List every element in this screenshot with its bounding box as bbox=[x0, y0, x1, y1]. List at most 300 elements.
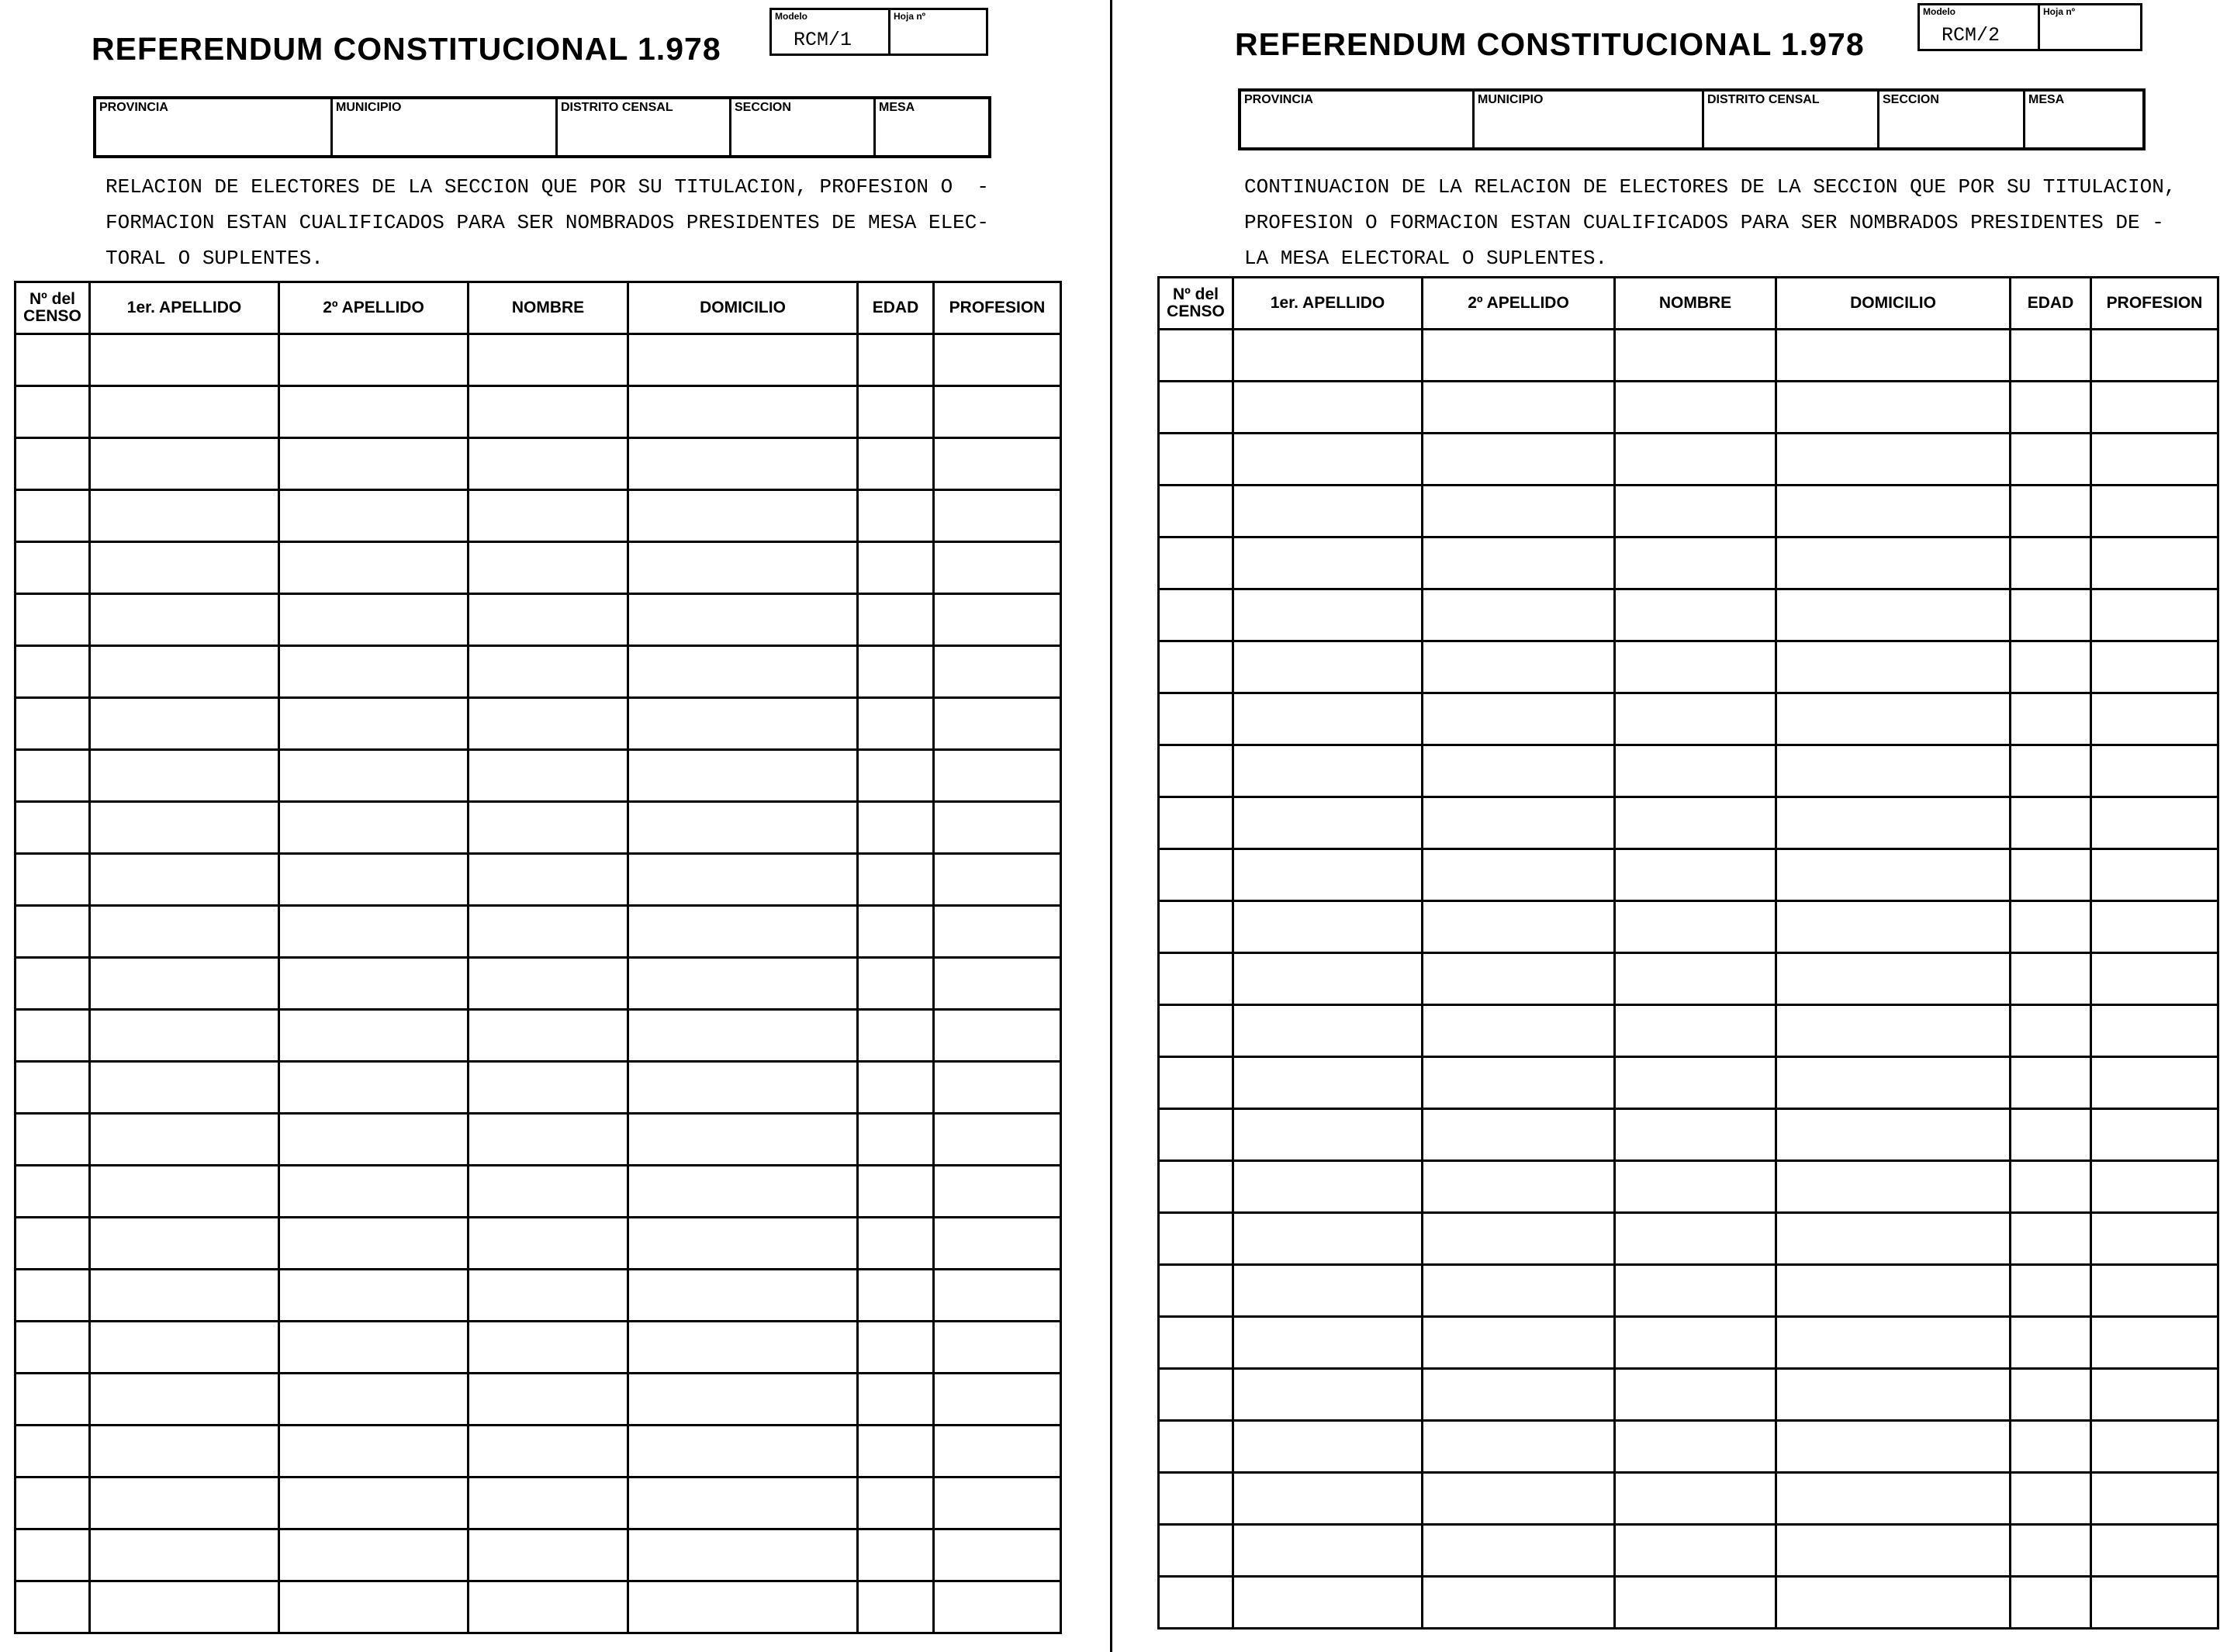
table-cell[interactable] bbox=[279, 386, 469, 438]
table-cell[interactable] bbox=[1233, 1005, 1423, 1057]
table-cell[interactable] bbox=[858, 1062, 934, 1114]
table-cell[interactable] bbox=[934, 542, 1061, 594]
table-cell[interactable] bbox=[628, 1218, 858, 1270]
table-cell[interactable] bbox=[1159, 901, 1233, 953]
table-cell[interactable] bbox=[1615, 382, 1776, 434]
table-cell[interactable] bbox=[2011, 1421, 2091, 1473]
table-cell[interactable] bbox=[1423, 901, 1615, 953]
table-cell[interactable] bbox=[469, 490, 628, 542]
table-cell[interactable] bbox=[16, 906, 90, 958]
table-cell[interactable] bbox=[2011, 1005, 2091, 1057]
table-cell[interactable] bbox=[858, 958, 934, 1010]
table-cell[interactable] bbox=[1423, 330, 1615, 382]
table-cell[interactable] bbox=[279, 1062, 469, 1114]
table-cell[interactable] bbox=[1159, 486, 1233, 537]
table-cell[interactable] bbox=[2011, 434, 2091, 486]
table-cell[interactable] bbox=[934, 1166, 1061, 1218]
table-cell[interactable] bbox=[1233, 1421, 1423, 1473]
table-cell[interactable] bbox=[858, 906, 934, 958]
table-cell[interactable] bbox=[1776, 693, 2011, 745]
table-cell[interactable] bbox=[628, 490, 858, 542]
table-cell[interactable] bbox=[469, 438, 628, 490]
table-cell[interactable] bbox=[1423, 589, 1615, 641]
table-cell[interactable] bbox=[2011, 1109, 2091, 1161]
table-cell[interactable] bbox=[469, 906, 628, 958]
table-cell[interactable] bbox=[1423, 641, 1615, 693]
table-cell[interactable] bbox=[628, 1322, 858, 1374]
table-cell[interactable] bbox=[469, 1581, 628, 1633]
table-cell[interactable] bbox=[1423, 953, 1615, 1005]
table-cell[interactable] bbox=[16, 750, 90, 802]
table-cell[interactable] bbox=[469, 1270, 628, 1322]
table-cell[interactable] bbox=[1233, 1369, 1423, 1421]
table-cell[interactable] bbox=[2091, 1473, 2218, 1525]
table-cell[interactable] bbox=[1615, 589, 1776, 641]
table-cell[interactable] bbox=[2011, 953, 2091, 1005]
seccion-field[interactable] bbox=[1877, 92, 2023, 147]
table-cell[interactable] bbox=[2011, 1317, 2091, 1369]
table-cell[interactable] bbox=[934, 750, 1061, 802]
table-cell[interactable] bbox=[628, 906, 858, 958]
table-cell[interactable] bbox=[2091, 1161, 2218, 1213]
table-cell[interactable] bbox=[1159, 953, 1233, 1005]
table-cell[interactable] bbox=[2011, 693, 2091, 745]
table-cell[interactable] bbox=[2091, 1369, 2218, 1421]
table-cell[interactable] bbox=[1776, 1525, 2011, 1577]
table-cell[interactable] bbox=[279, 1426, 469, 1477]
table-cell[interactable] bbox=[469, 750, 628, 802]
table-cell[interactable] bbox=[1159, 589, 1233, 641]
table-cell[interactable] bbox=[1233, 953, 1423, 1005]
table-cell[interactable] bbox=[1159, 1213, 1233, 1265]
table-cell[interactable] bbox=[1615, 434, 1776, 486]
table-cell[interactable] bbox=[16, 1477, 90, 1529]
table-cell[interactable] bbox=[1776, 1577, 2011, 1629]
table-cell[interactable] bbox=[1233, 1317, 1423, 1369]
table-cell[interactable] bbox=[1423, 1161, 1615, 1213]
table-cell[interactable] bbox=[1159, 1317, 1233, 1369]
table-cell[interactable] bbox=[279, 1270, 469, 1322]
table-cell[interactable] bbox=[90, 1426, 279, 1477]
table-cell[interactable] bbox=[1159, 1161, 1233, 1213]
table-cell[interactable] bbox=[1423, 1525, 1615, 1577]
table-cell[interactable] bbox=[2091, 1005, 2218, 1057]
table-cell[interactable] bbox=[628, 1426, 858, 1477]
table-cell[interactable] bbox=[1615, 745, 1776, 797]
table-cell[interactable] bbox=[2011, 537, 2091, 589]
table-cell[interactable] bbox=[1159, 382, 1233, 434]
table-cell[interactable] bbox=[858, 438, 934, 490]
table-cell[interactable] bbox=[858, 750, 934, 802]
table-cell[interactable] bbox=[1615, 1421, 1776, 1473]
table-cell[interactable] bbox=[628, 646, 858, 698]
table-cell[interactable] bbox=[1615, 901, 1776, 953]
table-cell[interactable] bbox=[934, 1529, 1061, 1581]
table-cell[interactable] bbox=[90, 1166, 279, 1218]
table-cell[interactable] bbox=[279, 1581, 469, 1633]
table-cell[interactable] bbox=[279, 334, 469, 386]
table-cell[interactable] bbox=[16, 1270, 90, 1322]
table-cell[interactable] bbox=[469, 646, 628, 698]
municipio-field[interactable] bbox=[330, 99, 555, 155]
table-cell[interactable] bbox=[2011, 1265, 2091, 1317]
table-cell[interactable] bbox=[934, 854, 1061, 906]
table-cell[interactable] bbox=[16, 1374, 90, 1426]
table-cell[interactable] bbox=[1423, 1317, 1615, 1369]
table-cell[interactable] bbox=[90, 1477, 279, 1529]
table-cell[interactable] bbox=[934, 1218, 1061, 1270]
provincia-field[interactable] bbox=[96, 99, 330, 155]
table-cell[interactable] bbox=[2011, 382, 2091, 434]
table-cell[interactable] bbox=[934, 386, 1061, 438]
table-cell[interactable] bbox=[469, 1218, 628, 1270]
table-cell[interactable] bbox=[858, 1218, 934, 1270]
table-cell[interactable] bbox=[1615, 1577, 1776, 1629]
table-cell[interactable] bbox=[1776, 745, 2011, 797]
table-cell[interactable] bbox=[1159, 641, 1233, 693]
hoja-cell[interactable] bbox=[2038, 5, 2140, 49]
table-cell[interactable] bbox=[1423, 1213, 1615, 1265]
table-cell[interactable] bbox=[90, 1322, 279, 1374]
table-cell[interactable] bbox=[934, 906, 1061, 958]
table-cell[interactable] bbox=[469, 854, 628, 906]
table-cell[interactable] bbox=[628, 386, 858, 438]
table-cell[interactable] bbox=[90, 1581, 279, 1633]
table-cell[interactable] bbox=[279, 1322, 469, 1374]
table-cell[interactable] bbox=[1423, 1577, 1615, 1629]
table-cell[interactable] bbox=[858, 594, 934, 646]
table-cell[interactable] bbox=[90, 854, 279, 906]
table-cell[interactable] bbox=[16, 1010, 90, 1062]
table-cell[interactable] bbox=[934, 490, 1061, 542]
table-cell[interactable] bbox=[858, 1270, 934, 1322]
table-cell[interactable] bbox=[1233, 434, 1423, 486]
table-cell[interactable] bbox=[1776, 1109, 2011, 1161]
table-cell[interactable] bbox=[858, 854, 934, 906]
table-cell[interactable] bbox=[279, 1529, 469, 1581]
table-cell[interactable] bbox=[2091, 330, 2218, 382]
table-cell[interactable] bbox=[1159, 1369, 1233, 1421]
table-cell[interactable] bbox=[1423, 1473, 1615, 1525]
table-cell[interactable] bbox=[1615, 1265, 1776, 1317]
table-cell[interactable] bbox=[1615, 953, 1776, 1005]
table-cell[interactable] bbox=[1615, 1317, 1776, 1369]
table-cell[interactable] bbox=[628, 1374, 858, 1426]
table-cell[interactable] bbox=[1159, 330, 1233, 382]
table-cell[interactable] bbox=[16, 958, 90, 1010]
table-cell[interactable] bbox=[1776, 849, 2011, 901]
table-cell[interactable] bbox=[469, 1477, 628, 1529]
table-cell[interactable] bbox=[90, 1529, 279, 1581]
table-cell[interactable] bbox=[469, 542, 628, 594]
table-cell[interactable] bbox=[1423, 1421, 1615, 1473]
table-cell[interactable] bbox=[1776, 1317, 2011, 1369]
table-cell[interactable] bbox=[1615, 1109, 1776, 1161]
table-cell[interactable] bbox=[469, 1166, 628, 1218]
table-cell[interactable] bbox=[1423, 486, 1615, 537]
table-cell[interactable] bbox=[628, 542, 858, 594]
table-cell[interactable] bbox=[2011, 1213, 2091, 1265]
table-cell[interactable] bbox=[469, 1374, 628, 1426]
table-cell[interactable] bbox=[628, 594, 858, 646]
table-cell[interactable] bbox=[934, 698, 1061, 750]
table-cell[interactable] bbox=[16, 1062, 90, 1114]
table-cell[interactable] bbox=[628, 1010, 858, 1062]
table-cell[interactable] bbox=[1159, 693, 1233, 745]
table-cell[interactable] bbox=[1159, 1265, 1233, 1317]
table-cell[interactable] bbox=[1233, 589, 1423, 641]
table-cell[interactable] bbox=[469, 1062, 628, 1114]
table-cell[interactable] bbox=[90, 594, 279, 646]
table-cell[interactable] bbox=[1233, 1473, 1423, 1525]
table-cell[interactable] bbox=[1776, 953, 2011, 1005]
table-cell[interactable] bbox=[1776, 901, 2011, 953]
table-cell[interactable] bbox=[858, 1322, 934, 1374]
table-cell[interactable] bbox=[934, 1581, 1061, 1633]
table-cell[interactable] bbox=[90, 1374, 279, 1426]
table-cell[interactable] bbox=[90, 906, 279, 958]
table-cell[interactable] bbox=[16, 698, 90, 750]
table-cell[interactable] bbox=[469, 334, 628, 386]
table-cell[interactable] bbox=[1615, 537, 1776, 589]
table-cell[interactable] bbox=[279, 906, 469, 958]
table-cell[interactable] bbox=[1776, 434, 2011, 486]
table-cell[interactable] bbox=[1615, 641, 1776, 693]
table-cell[interactable] bbox=[1159, 797, 1233, 849]
table-cell[interactable] bbox=[90, 1114, 279, 1166]
table-cell[interactable] bbox=[90, 646, 279, 698]
table-cell[interactable] bbox=[16, 1529, 90, 1581]
table-cell[interactable] bbox=[16, 490, 90, 542]
table-cell[interactable] bbox=[858, 1529, 934, 1581]
table-cell[interactable] bbox=[2091, 901, 2218, 953]
table-cell[interactable] bbox=[279, 854, 469, 906]
table-cell[interactable] bbox=[934, 1477, 1061, 1529]
table-cell[interactable] bbox=[279, 1218, 469, 1270]
table-cell[interactable] bbox=[1159, 1421, 1233, 1473]
table-cell[interactable] bbox=[858, 386, 934, 438]
table-cell[interactable] bbox=[858, 490, 934, 542]
table-cell[interactable] bbox=[2091, 1317, 2218, 1369]
table-cell[interactable] bbox=[2011, 1525, 2091, 1577]
table-cell[interactable] bbox=[1233, 901, 1423, 953]
table-cell[interactable] bbox=[90, 1218, 279, 1270]
table-cell[interactable] bbox=[1159, 745, 1233, 797]
table-cell[interactable] bbox=[628, 1062, 858, 1114]
table-cell[interactable] bbox=[1615, 797, 1776, 849]
table-cell[interactable] bbox=[469, 1529, 628, 1581]
table-cell[interactable] bbox=[1615, 1161, 1776, 1213]
table-cell[interactable] bbox=[628, 1581, 858, 1633]
table-cell[interactable] bbox=[1423, 849, 1615, 901]
table-cell[interactable] bbox=[469, 1010, 628, 1062]
table-cell[interactable] bbox=[90, 490, 279, 542]
table-cell[interactable] bbox=[1615, 330, 1776, 382]
table-cell[interactable] bbox=[279, 1114, 469, 1166]
table-cell[interactable] bbox=[1615, 486, 1776, 537]
table-cell[interactable] bbox=[934, 1426, 1061, 1477]
table-cell[interactable] bbox=[16, 1581, 90, 1633]
table-cell[interactable] bbox=[16, 594, 90, 646]
table-cell[interactable] bbox=[628, 958, 858, 1010]
table-cell[interactable] bbox=[934, 1062, 1061, 1114]
table-cell[interactable] bbox=[16, 386, 90, 438]
table-cell[interactable] bbox=[279, 1374, 469, 1426]
table-cell[interactable] bbox=[16, 1218, 90, 1270]
table-cell[interactable] bbox=[858, 1581, 934, 1633]
table-cell[interactable] bbox=[16, 854, 90, 906]
table-cell[interactable] bbox=[2011, 745, 2091, 797]
table-cell[interactable] bbox=[90, 1062, 279, 1114]
table-cell[interactable] bbox=[628, 1529, 858, 1581]
table-cell[interactable] bbox=[858, 1166, 934, 1218]
table-cell[interactable] bbox=[2011, 849, 2091, 901]
table-cell[interactable] bbox=[1159, 849, 1233, 901]
table-cell[interactable] bbox=[2011, 641, 2091, 693]
table-cell[interactable] bbox=[1423, 537, 1615, 589]
table-cell[interactable] bbox=[279, 646, 469, 698]
table-cell[interactable] bbox=[628, 802, 858, 854]
table-cell[interactable] bbox=[1233, 1265, 1423, 1317]
table-cell[interactable] bbox=[1159, 1109, 1233, 1161]
table-cell[interactable] bbox=[1615, 1369, 1776, 1421]
table-cell[interactable] bbox=[2011, 797, 2091, 849]
table-cell[interactable] bbox=[2091, 1057, 2218, 1109]
table-cell[interactable] bbox=[469, 1322, 628, 1374]
table-cell[interactable] bbox=[628, 334, 858, 386]
table-cell[interactable] bbox=[1776, 797, 2011, 849]
table-cell[interactable] bbox=[1776, 537, 2011, 589]
table-cell[interactable] bbox=[469, 1426, 628, 1477]
table-cell[interactable] bbox=[628, 1477, 858, 1529]
table-cell[interactable] bbox=[90, 542, 279, 594]
table-cell[interactable] bbox=[279, 750, 469, 802]
table-cell[interactable] bbox=[90, 334, 279, 386]
table-cell[interactable] bbox=[1776, 641, 2011, 693]
table-cell[interactable] bbox=[279, 802, 469, 854]
table-cell[interactable] bbox=[934, 438, 1061, 490]
table-cell[interactable] bbox=[1776, 1213, 2011, 1265]
table-cell[interactable] bbox=[1423, 1057, 1615, 1109]
table-cell[interactable] bbox=[934, 1322, 1061, 1374]
table-cell[interactable] bbox=[469, 386, 628, 438]
seccion-field[interactable] bbox=[729, 99, 873, 155]
table-cell[interactable] bbox=[858, 646, 934, 698]
table-cell[interactable] bbox=[1159, 1525, 1233, 1577]
table-cell[interactable] bbox=[628, 698, 858, 750]
table-cell[interactable] bbox=[2011, 1473, 2091, 1525]
municipio-field[interactable] bbox=[1472, 92, 1702, 147]
table-cell[interactable] bbox=[16, 802, 90, 854]
table-cell[interactable] bbox=[1423, 1005, 1615, 1057]
table-cell[interactable] bbox=[628, 438, 858, 490]
table-cell[interactable] bbox=[279, 594, 469, 646]
table-cell[interactable] bbox=[2011, 486, 2091, 537]
table-cell[interactable] bbox=[90, 750, 279, 802]
table-cell[interactable] bbox=[2091, 1421, 2218, 1473]
table-cell[interactable] bbox=[469, 802, 628, 854]
table-cell[interactable] bbox=[934, 958, 1061, 1010]
table-cell[interactable] bbox=[469, 958, 628, 1010]
table-cell[interactable] bbox=[279, 698, 469, 750]
table-cell[interactable] bbox=[858, 1374, 934, 1426]
table-cell[interactable] bbox=[934, 1114, 1061, 1166]
table-cell[interactable] bbox=[1776, 1421, 2011, 1473]
table-cell[interactable] bbox=[1233, 1213, 1423, 1265]
table-cell[interactable] bbox=[858, 802, 934, 854]
table-cell[interactable] bbox=[2091, 589, 2218, 641]
table-cell[interactable] bbox=[1233, 1525, 1423, 1577]
table-cell[interactable] bbox=[628, 1114, 858, 1166]
table-cell[interactable] bbox=[1233, 1057, 1423, 1109]
table-cell[interactable] bbox=[1159, 537, 1233, 589]
table-cell[interactable] bbox=[2091, 1109, 2218, 1161]
table-cell[interactable] bbox=[1615, 849, 1776, 901]
table-cell[interactable] bbox=[1423, 434, 1615, 486]
distrito-censal-field[interactable] bbox=[555, 99, 729, 155]
table-cell[interactable] bbox=[16, 542, 90, 594]
table-cell[interactable] bbox=[2091, 745, 2218, 797]
table-cell[interactable] bbox=[934, 1010, 1061, 1062]
table-cell[interactable] bbox=[2011, 1057, 2091, 1109]
table-cell[interactable] bbox=[90, 386, 279, 438]
table-cell[interactable] bbox=[858, 1114, 934, 1166]
table-cell[interactable] bbox=[2091, 1213, 2218, 1265]
table-cell[interactable] bbox=[1233, 641, 1423, 693]
table-cell[interactable] bbox=[1233, 745, 1423, 797]
table-cell[interactable] bbox=[858, 542, 934, 594]
table-cell[interactable] bbox=[1233, 537, 1423, 589]
table-cell[interactable] bbox=[16, 334, 90, 386]
table-cell[interactable] bbox=[1615, 1057, 1776, 1109]
table-cell[interactable] bbox=[2011, 1577, 2091, 1629]
table-cell[interactable] bbox=[1233, 486, 1423, 537]
table-cell[interactable] bbox=[1159, 1473, 1233, 1525]
table-cell[interactable] bbox=[858, 1010, 934, 1062]
table-cell[interactable] bbox=[1423, 1265, 1615, 1317]
table-cell[interactable] bbox=[858, 698, 934, 750]
table-cell[interactable] bbox=[16, 646, 90, 698]
table-cell[interactable] bbox=[1615, 1005, 1776, 1057]
table-cell[interactable] bbox=[2091, 1525, 2218, 1577]
table-cell[interactable] bbox=[2011, 901, 2091, 953]
table-cell[interactable] bbox=[1776, 1265, 2011, 1317]
table-cell[interactable] bbox=[1159, 1005, 1233, 1057]
table-cell[interactable] bbox=[2091, 434, 2218, 486]
table-cell[interactable] bbox=[2091, 537, 2218, 589]
table-cell[interactable] bbox=[2011, 330, 2091, 382]
table-cell[interactable] bbox=[469, 594, 628, 646]
table-cell[interactable] bbox=[90, 802, 279, 854]
table-cell[interactable] bbox=[16, 1426, 90, 1477]
table-cell[interactable] bbox=[1233, 1161, 1423, 1213]
table-cell[interactable] bbox=[1233, 849, 1423, 901]
table-cell[interactable] bbox=[16, 1322, 90, 1374]
table-cell[interactable] bbox=[1615, 1473, 1776, 1525]
mesa-field[interactable] bbox=[873, 99, 988, 155]
table-cell[interactable] bbox=[279, 438, 469, 490]
table-cell[interactable] bbox=[2091, 693, 2218, 745]
table-cell[interactable] bbox=[1423, 693, 1615, 745]
table-cell[interactable] bbox=[1615, 1213, 1776, 1265]
table-cell[interactable] bbox=[2091, 797, 2218, 849]
table-cell[interactable] bbox=[934, 1374, 1061, 1426]
table-cell[interactable] bbox=[1159, 1577, 1233, 1629]
table-cell[interactable] bbox=[16, 438, 90, 490]
table-cell[interactable] bbox=[1776, 486, 2011, 537]
table-cell[interactable] bbox=[90, 1270, 279, 1322]
table-cell[interactable] bbox=[279, 542, 469, 594]
